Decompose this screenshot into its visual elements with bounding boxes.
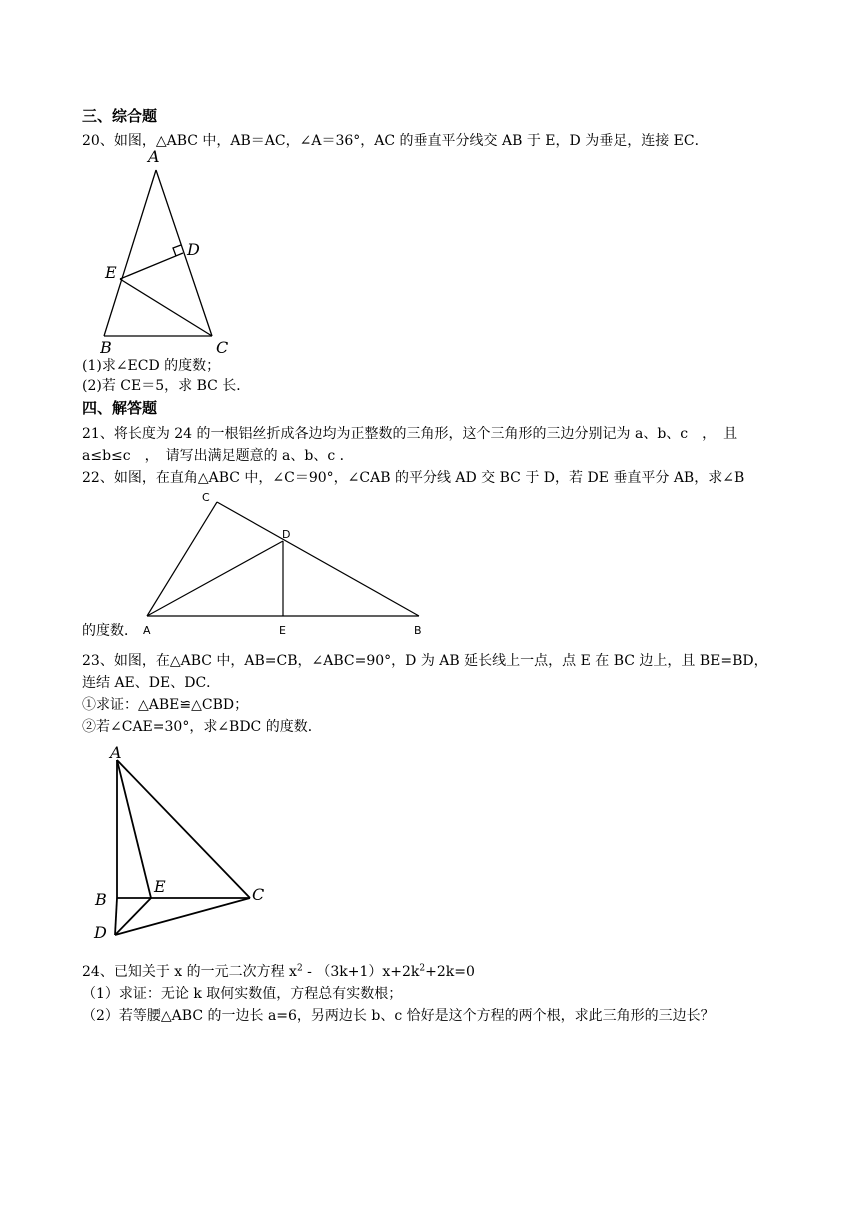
segment-cb [217,502,419,616]
segment-bd [115,898,117,935]
label-e: E [279,624,286,637]
section-4-heading: 四、解答题 [82,399,158,417]
label-d: D [187,240,200,259]
question-23-line-1: 23、如图，在△ABC 中，AB=CB，∠ABC=90°，D 为 AB 延长线上一点，点 E 在 BC 边上，且 BE=BD， [82,653,768,669]
question-24-part-1: （1）求证：无论 k 取何实数值，方程总有实数根； [82,986,403,1002]
question-23-figure [88,742,278,947]
question-20-stem: 20、如图，△ABC 中，AB＝AC，∠A＝36°，AC 的垂直平分线交 AB 于 E，D 为垂足，连接 EC． [82,133,709,149]
question-20-figure [100,148,250,358]
question-23-part-2: ②若∠CAE=30°，求∠BDC 的度数． [82,719,322,735]
question-20-part-2: (2)若 CE＝5，求 BC 长． [82,378,251,394]
label-a: A [110,743,122,762]
label-c: C [216,338,229,357]
question-21-line-2: a≤b≤c ， 请写出满足题意的 a、b、c ． [82,448,354,464]
question-22-line-2: 的度数． [82,623,138,639]
label-c: C [202,491,210,504]
label-d: D [94,923,107,942]
question-24-part-2: （2）若等腰△ABC 的一边长 a=6，另两边长 b、c 恰好是这个方程的两个根，求此三角形的三边长？ [82,1008,715,1024]
label-a: A [148,148,160,166]
question-24-stem: 24、已知关于 x 的一元二次方程 $x^2 - (3k+1)x+2k^2+2k=0$ [82,963,475,980]
section-3-heading: 三、综合题 [82,107,158,125]
question-23-part-1: ①求证：△ABE≌△CBD； [82,697,249,713]
question-21-line-1: 21、将长度为 24 的一根铝丝折成各边均为正整数的三角形，这个三角形的三边分别记为 a、b、c ， 且 [82,426,738,442]
segment-ad [147,541,283,616]
segment-dc [115,898,250,935]
label-b: B [414,624,422,637]
label-b: B [100,338,112,357]
segment-ec [120,279,212,336]
question-20-part-1: (1)求∠ECD 的度数； [82,358,221,374]
segment-ab [104,170,156,336]
label-a: A [143,624,151,637]
segment-ae [117,760,151,898]
question-22-figure [138,488,428,638]
label-b: B [95,890,107,909]
segment-ac [156,170,212,336]
question-22-line-1: 22、如图，在直角△ABC 中，∠C＝90°，∠CAB 的平分线 AD 交 BC 于 D，若 DE 垂直平分 AB，求∠B [82,470,745,486]
label-d: D [282,528,291,541]
label-e: E [154,877,166,896]
segment-ac [117,760,250,898]
label-e: E [105,263,117,282]
segment-ac [147,502,217,616]
label-c: C [252,885,265,904]
question-23-line-2: 连结 AE、DE、DC． [82,675,221,691]
